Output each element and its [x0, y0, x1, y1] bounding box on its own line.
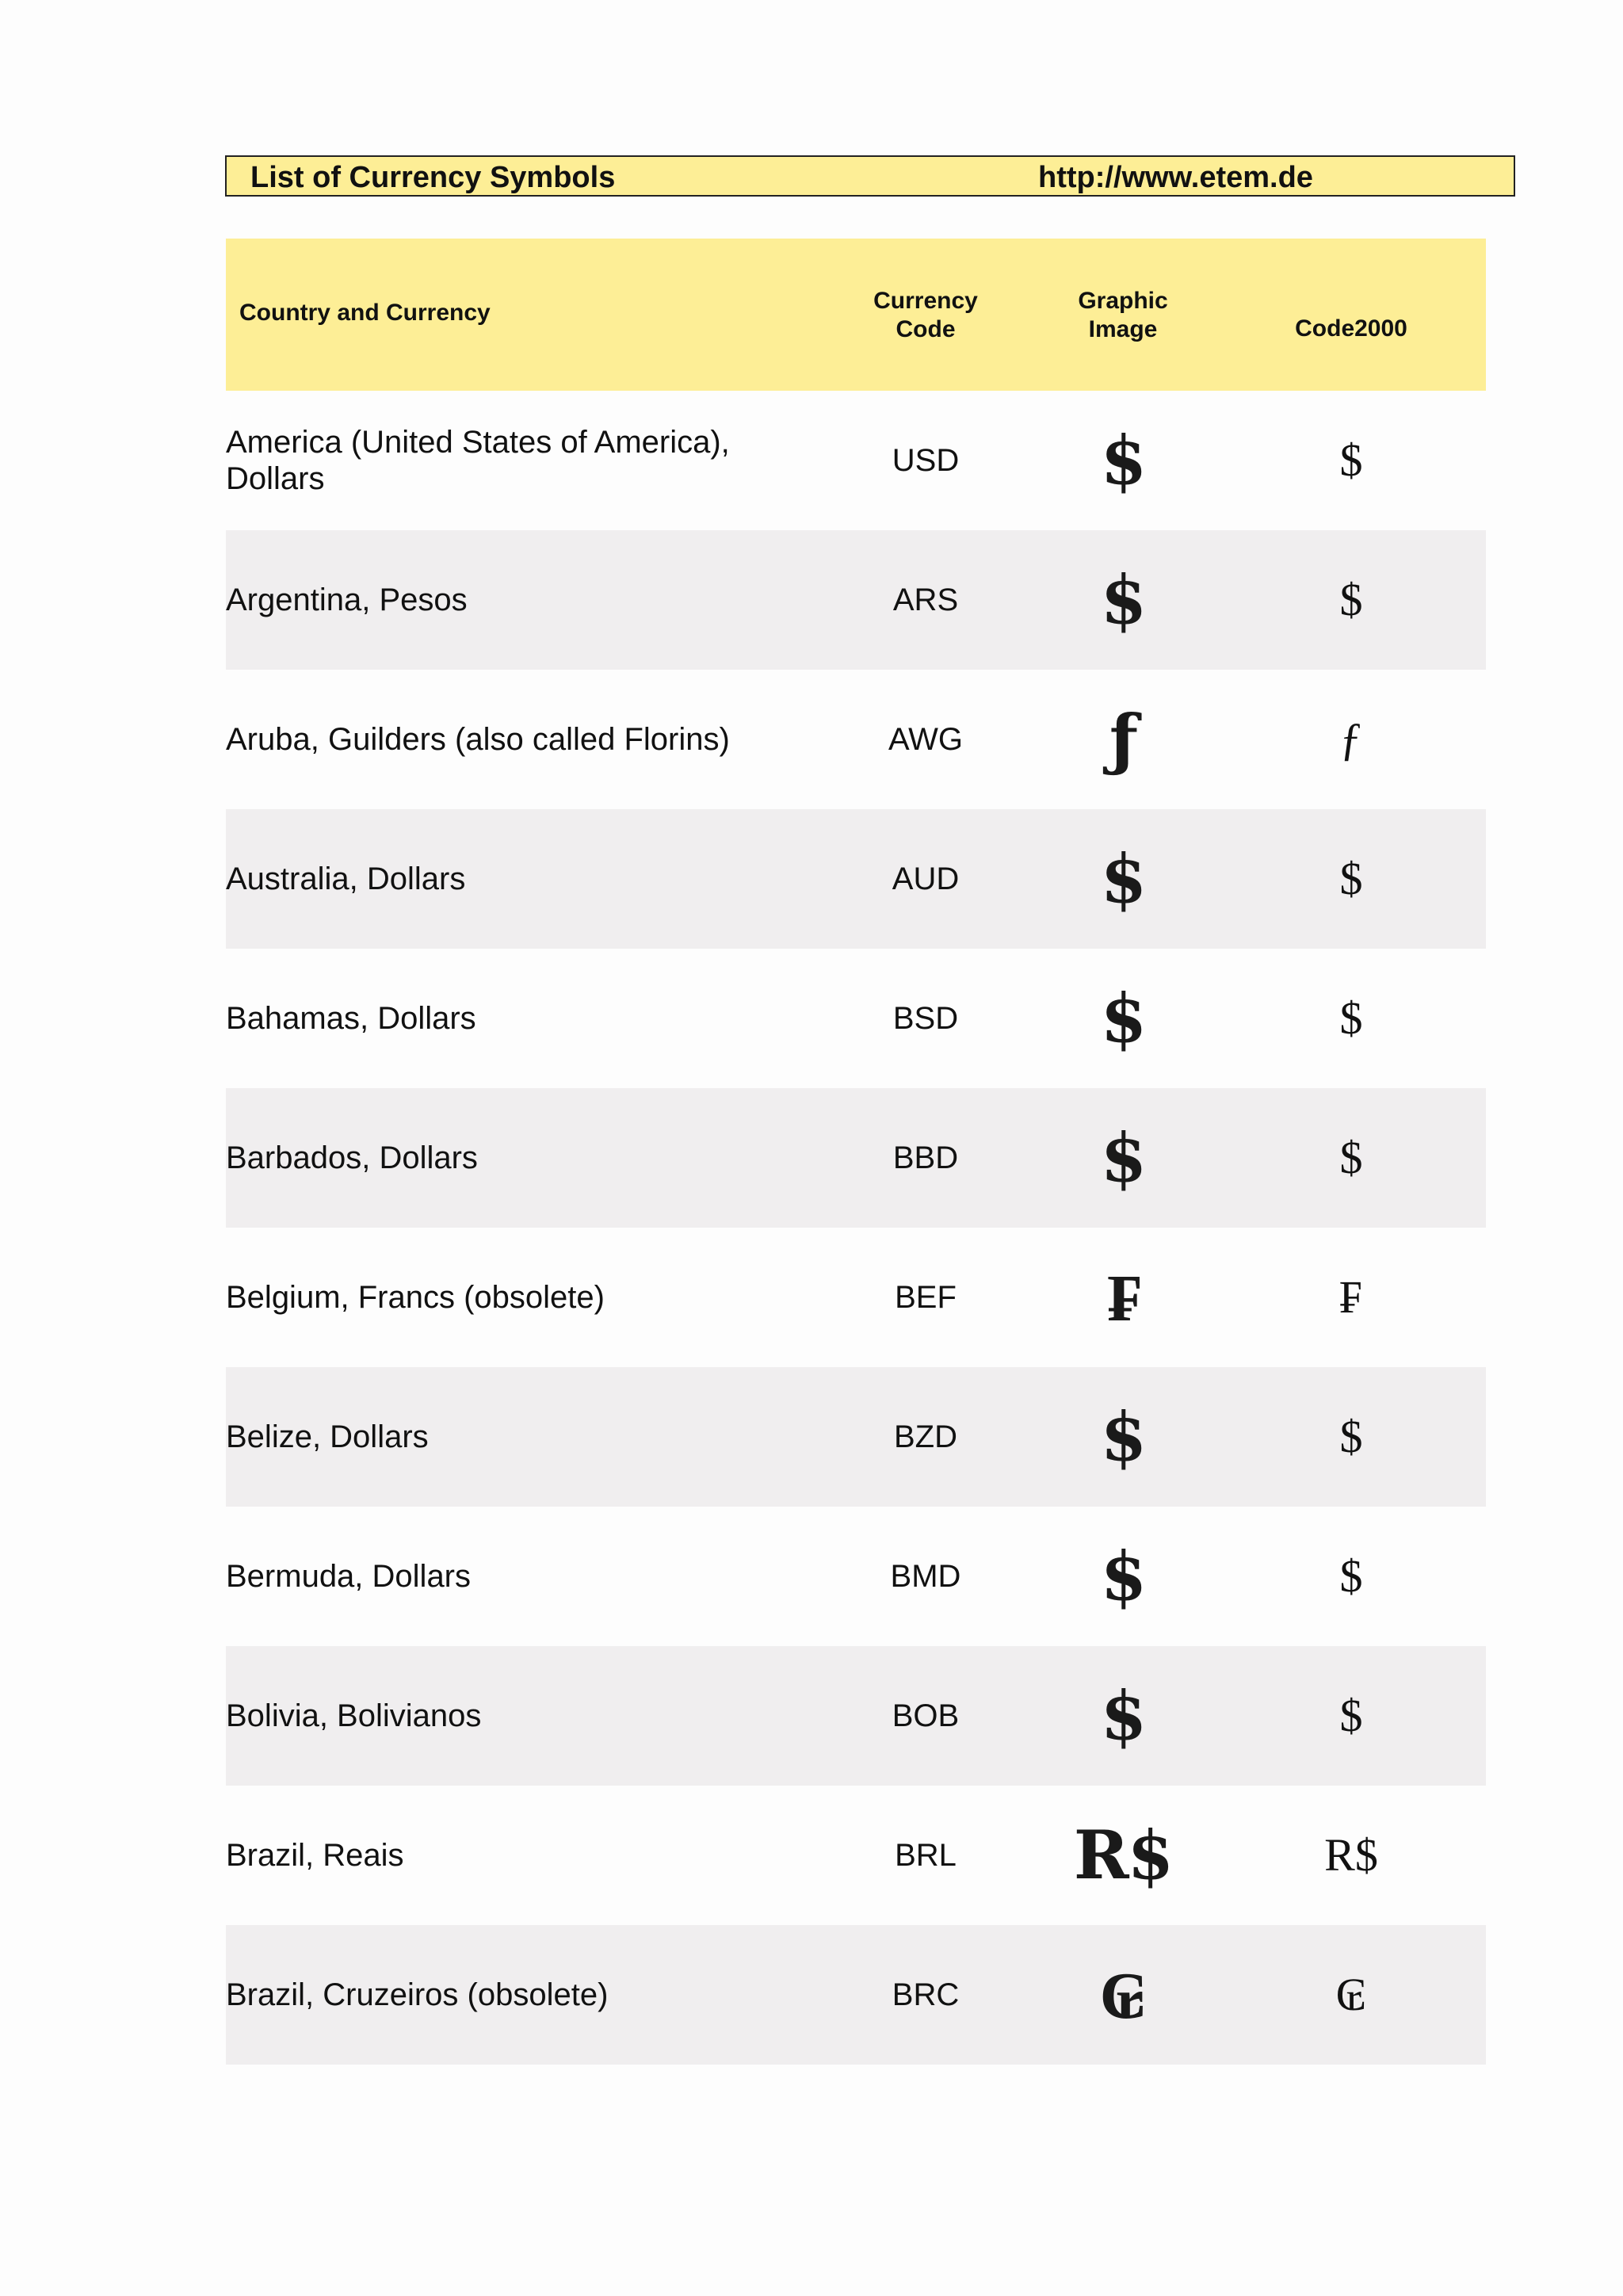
- currency-code-cell: AWG: [888, 722, 964, 757]
- column-header-graphic: Graphic Image: [1078, 288, 1168, 342]
- code2000-symbol-cell: $: [1339, 1550, 1363, 1602]
- country-cell: Barbados, Dollars: [226, 1140, 478, 1175]
- graphic-symbol-cell: $: [1100, 1537, 1146, 1615]
- table-row: [226, 1646, 1486, 1786]
- code2000-symbol-cell: $: [1339, 992, 1363, 1044]
- currency-code-cell: AUD: [892, 861, 960, 896]
- graphic-symbol-cell: ₢: [1099, 1955, 1147, 2034]
- code2000-symbol-cell: $: [1339, 1132, 1363, 1183]
- table-row: [226, 1367, 1486, 1507]
- table-row: [226, 1228, 1486, 1367]
- table-row: [226, 949, 1486, 1088]
- code2000-symbol-cell: R$: [1324, 1829, 1378, 1881]
- country-cell: Bolivia, Bolivianos: [226, 1698, 482, 1733]
- table-row: [226, 391, 1486, 530]
- code2000-symbol-cell: ƒ: [1339, 713, 1363, 765]
- currency-code-cell: BRC: [892, 1977, 960, 2012]
- code2000-symbol-cell: ₣: [1339, 1271, 1363, 1323]
- table-row: [226, 1507, 1486, 1646]
- graphic-symbol-cell: ƒ: [1109, 700, 1137, 778]
- currency-code-cell: BMD: [890, 1559, 961, 1594]
- currency-code-cell: USD: [892, 443, 960, 478]
- graphic-symbol-cell: $: [1100, 1118, 1146, 1197]
- graphic-symbol-cell: $: [1100, 1397, 1146, 1476]
- country-cell: America (United States of America), Dollars: [226, 425, 730, 496]
- graphic-symbol-cell: $: [1100, 1676, 1146, 1755]
- currency-code-cell: BZD: [894, 1419, 957, 1454]
- table-row: [226, 809, 1486, 949]
- country-cell: Australia, Dollars: [226, 861, 466, 896]
- code2000-symbol-cell: $: [1339, 1411, 1363, 1462]
- table-row: [226, 1088, 1486, 1228]
- code2000-symbol-cell: $: [1339, 853, 1363, 904]
- graphic-symbol-cell: $: [1100, 560, 1146, 639]
- country-cell: Belgium, Francs (obsolete): [226, 1280, 605, 1315]
- currency-code-cell: BSD: [892, 1001, 959, 1036]
- table-body: [226, 391, 1486, 2065]
- table-row: [226, 1925, 1486, 2065]
- graphic-symbol-cell: $: [1100, 839, 1146, 918]
- column-header-code2000: Code2000: [1295, 315, 1407, 342]
- table-header: [226, 239, 1486, 391]
- country-cell: Brazil, Reais: [226, 1838, 404, 1873]
- country-cell: Bermuda, Dollars: [226, 1559, 472, 1594]
- currency-table: [226, 239, 1486, 2065]
- page-title: List of Currency Symbols: [250, 161, 616, 194]
- column-header-code: Currency Code: [873, 288, 978, 342]
- country-cell: Belize, Dollars: [226, 1419, 429, 1454]
- country-cell: Argentina, Pesos: [226, 583, 468, 617]
- code2000-symbol-cell: ₢: [1335, 1969, 1367, 2020]
- table-row: [226, 530, 1486, 670]
- table-row: [226, 1786, 1486, 1925]
- code2000-symbol-cell: $: [1339, 434, 1363, 486]
- column-header-country: Country and Currency: [239, 300, 491, 326]
- country-cell: Brazil, Cruzeiros (obsolete): [226, 1977, 609, 2012]
- currency-code-cell: BRL: [895, 1838, 957, 1873]
- currency-code-cell: BEF: [895, 1280, 957, 1315]
- graphic-symbol-cell: $: [1100, 979, 1146, 1057]
- graphic-symbol-cell: R$: [1073, 1816, 1173, 1894]
- code2000-symbol-cell: $: [1339, 1690, 1363, 1741]
- title-bar: [225, 155, 1515, 197]
- currency-code-cell: ARS: [892, 583, 959, 617]
- graphic-symbol-cell: $: [1100, 421, 1146, 499]
- country-cell: Bahamas, Dollars: [226, 1001, 476, 1036]
- source-url[interactable]: http://www.etem.de: [1038, 161, 1313, 194]
- currency-code-cell: BOB: [892, 1698, 960, 1733]
- code2000-symbol-cell: $: [1339, 574, 1363, 625]
- currency-code-cell: BBD: [892, 1140, 959, 1175]
- graphic-symbol-cell: ₣: [1107, 1258, 1139, 1336]
- country-cell: Aruba, Guilders (also called Florins): [226, 722, 730, 757]
- table-row: [226, 670, 1486, 809]
